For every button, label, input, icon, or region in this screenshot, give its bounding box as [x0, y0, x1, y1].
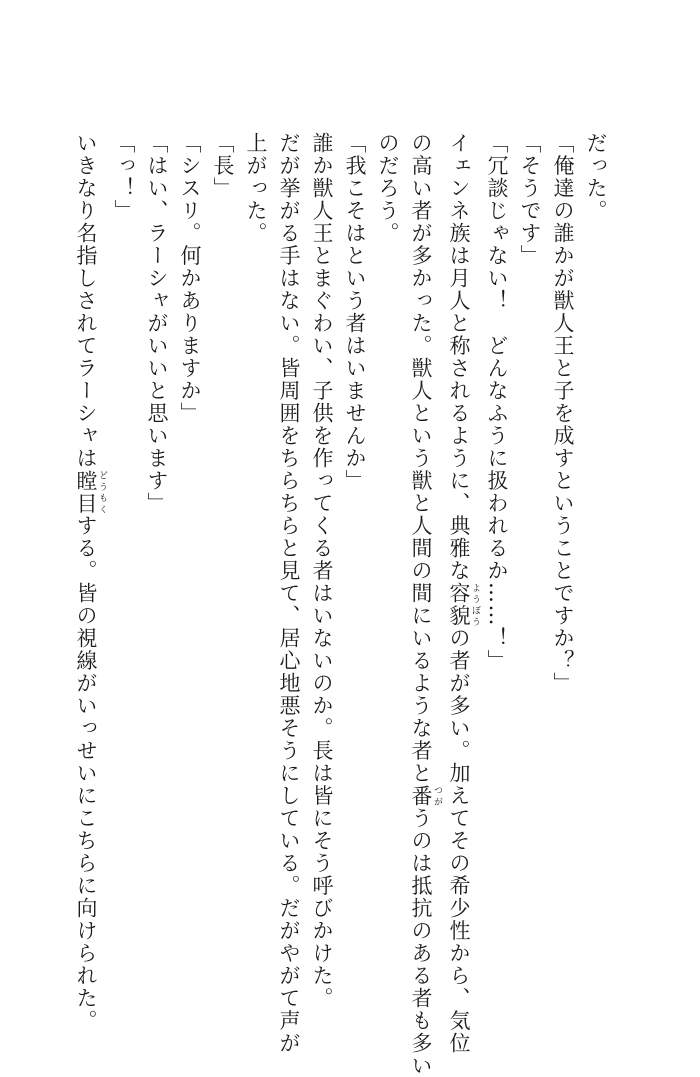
text-line-with-ruby: [69, 132, 107, 1032]
ruby-word: 番 つが: [409, 784, 442, 807]
text-line: だった。: [584, 132, 608, 222]
vertical-text-body: [69, 132, 612, 1077]
text-line: 「俺達の誰かが獣人王と子を成すということですか？」: [551, 132, 575, 695]
ruby-reading: ようぼう: [470, 582, 480, 627]
text-segment: の者が多い。加えてその希少性から、気位: [447, 627, 471, 1055]
ruby-word: 容貌 ようぼう: [447, 582, 480, 627]
text-line-with-ruby: [442, 132, 480, 1055]
text-line: 「長」: [211, 132, 235, 200]
ruby-reading: どうもく: [97, 469, 107, 515]
text-segment: する。皆の視線がいっせいにこちらに向けられた。: [74, 514, 98, 1032]
text-line: 上がった。: [244, 132, 268, 245]
ruby-word: 瞠目 どうもく: [74, 469, 107, 515]
text-line: 誰か獣人王とまぐわい、子供を作ってくる者はいないのか。長は皆にそう呼びかけた。: [310, 132, 334, 1010]
text-segment: イェンネ族は月人と称されるように、典雅な: [447, 132, 471, 582]
text-line: 「そうです」: [518, 132, 542, 267]
text-segment: うのは抵抗のある者も多い: [409, 807, 433, 1077]
text-line: 「はい、ラーシャがいいと思います」: [145, 132, 169, 515]
text-line: だが挙がる手はない。皆周囲をちらちらと見て、居心地悪そうにしている。だがやがて声が: [277, 132, 301, 1055]
text-line: のだろう。: [376, 132, 400, 245]
text-line: 「冗談じゃない！ どんなふうに扱われるか……！」: [485, 132, 509, 672]
ruby-reading: つが: [432, 784, 442, 807]
text-line: 「シスリ。何かありますか」: [178, 132, 202, 425]
text-segment: の高い者が多かった。獣人という獣と人間の間にいるような者と: [409, 132, 433, 785]
text-segment: いきなり名指しされてラーシャは: [74, 132, 98, 470]
text-line: 「っ！」: [112, 132, 136, 222]
text-line-with-ruby: [404, 132, 442, 1077]
text-line: 「我こそはという者はいませんか」: [343, 132, 367, 492]
